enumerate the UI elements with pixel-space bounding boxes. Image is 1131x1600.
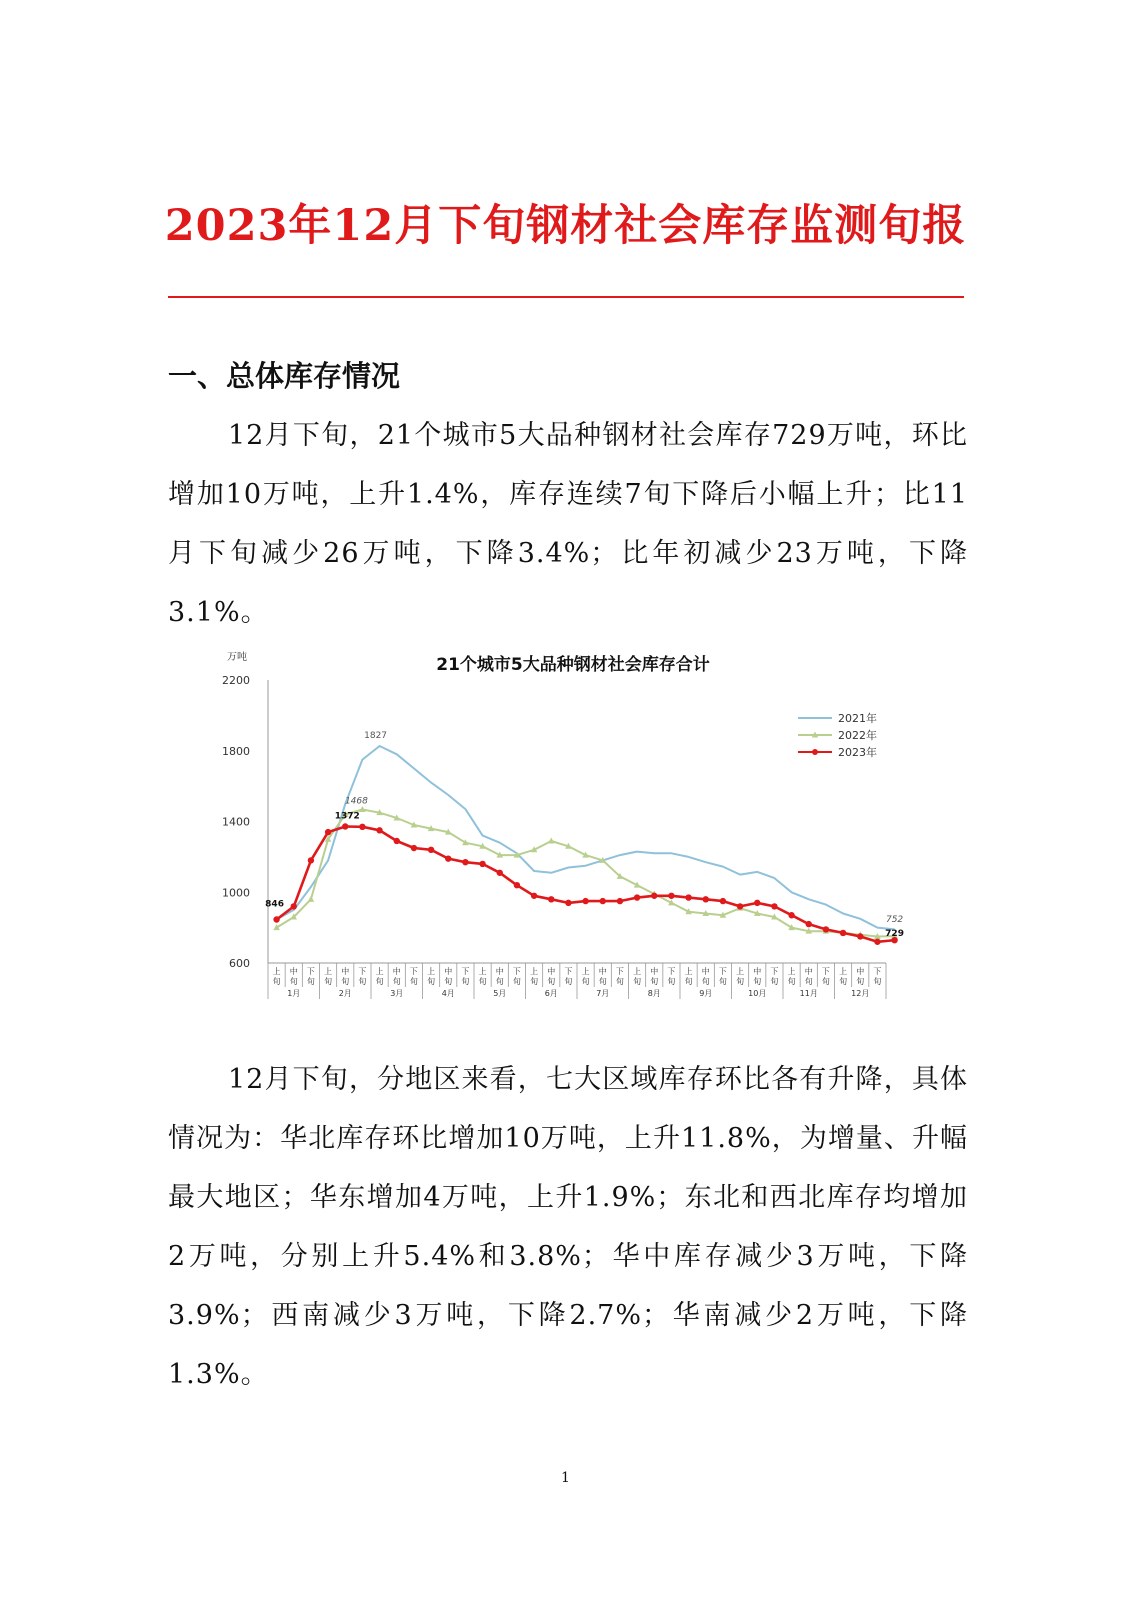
x-tick-label-bottom: 旬 xyxy=(804,977,813,986)
data-point xyxy=(771,903,777,909)
y-tick-label: 2200 xyxy=(222,674,250,687)
data-point xyxy=(291,903,297,909)
x-tick-label-top: 上 xyxy=(736,967,745,976)
x-tick-label-top: 中 xyxy=(856,967,865,976)
x-tick-label-bottom: 旬 xyxy=(375,977,384,986)
x-tick-label-top: 上 xyxy=(787,967,796,976)
y-axis-unit-label: 万吨 xyxy=(227,652,247,663)
x-tick-label-bottom: 旬 xyxy=(341,977,350,986)
legend-item xyxy=(798,711,877,725)
month-label: 8月 xyxy=(647,989,661,998)
x-tick-label-top: 上 xyxy=(633,967,642,976)
x-tick-label-bottom: 旬 xyxy=(530,977,539,986)
data-point xyxy=(582,898,588,904)
x-tick-label-bottom: 旬 xyxy=(409,977,418,986)
x-tick-label-top: 中 xyxy=(804,967,813,976)
annotation-label: 1827 xyxy=(364,730,388,741)
data-point xyxy=(428,847,434,853)
x-tick-label-top: 上 xyxy=(375,967,384,976)
x-tick-label-bottom: 旬 xyxy=(324,977,333,986)
month-label: 5月 xyxy=(493,989,507,998)
chart-legend xyxy=(798,711,877,759)
x-tick-label-top: 下 xyxy=(306,967,315,976)
x-tick-label-top: 上 xyxy=(478,967,487,976)
x-tick-label-top: 上 xyxy=(581,967,590,976)
data-point xyxy=(703,896,709,902)
data-point xyxy=(651,893,657,899)
x-tick-label-top: 下 xyxy=(873,967,882,976)
y-tick-label: 1400 xyxy=(222,815,250,829)
x-tick-label-top: 上 xyxy=(530,967,539,976)
x-tick-label-top: 上 xyxy=(839,967,848,976)
x-tick-label-top: 中 xyxy=(547,967,556,976)
month-label: 3月 xyxy=(390,989,404,998)
y-axis-ticks xyxy=(222,674,250,970)
data-point xyxy=(342,823,348,829)
x-tick-label-bottom: 旬 xyxy=(684,977,693,986)
x-tick-label-top: 中 xyxy=(392,967,401,976)
data-point xyxy=(445,855,451,861)
data-point xyxy=(531,893,537,899)
x-tick-label-top: 中 xyxy=(650,967,659,976)
annotation-label: 846 xyxy=(265,899,284,910)
legend-label: 2021年 xyxy=(838,712,877,725)
data-point xyxy=(685,894,691,900)
x-tick-label-bottom: 旬 xyxy=(718,977,727,986)
y-tick-label: 600 xyxy=(229,957,250,970)
x-tick-label-bottom: 旬 xyxy=(495,977,504,986)
x-tick-label-top: 中 xyxy=(341,967,350,976)
x-tick-label-top: 下 xyxy=(718,967,727,976)
x-tick-label-top: 下 xyxy=(821,967,830,976)
x-tick-label-top: 中 xyxy=(701,967,710,976)
data-point xyxy=(840,930,846,936)
month-label: 1月 xyxy=(287,989,301,998)
month-label: 7月 xyxy=(596,989,610,998)
x-tick-label-top: 下 xyxy=(461,967,470,976)
x-tick-label-top: 下 xyxy=(409,967,418,976)
x-tick-label-top: 下 xyxy=(615,967,624,976)
data-point xyxy=(754,900,760,906)
data-point xyxy=(462,859,468,865)
y-tick-label: 1000 xyxy=(222,886,250,900)
x-tick-label-bottom: 旬 xyxy=(598,977,607,986)
x-tick-label-top: 中 xyxy=(444,967,453,976)
data-point xyxy=(273,916,279,922)
data-point xyxy=(737,903,743,909)
legend-label: 2022年 xyxy=(838,729,877,742)
data-point xyxy=(394,838,400,844)
month-label: 2月 xyxy=(338,989,352,998)
x-tick-label-bottom: 旬 xyxy=(667,977,676,986)
data-point xyxy=(308,896,315,902)
data-point xyxy=(823,926,829,932)
annotation-label: 752 xyxy=(885,915,904,926)
annotation-label: 1372 xyxy=(334,811,360,822)
x-tick-label-top: 下 xyxy=(512,967,521,976)
annotation-label: 1468 xyxy=(344,796,368,807)
paragraph-overall-inventory: 12月下旬，21个城市5大品种钢材社会库存729万吨，环比增加10万吨，上升1.4%，库存连续7旬下降后小幅上升；比11月下旬减少26万吨，下降3.4%；比年初减少23万吨，下降3.1%。 xyxy=(168,420,968,628)
x-tick-label-bottom: 旬 xyxy=(736,977,745,986)
x-tick-label-bottom: 旬 xyxy=(650,977,659,986)
x-tick-label-top: 上 xyxy=(427,967,436,976)
data-point xyxy=(359,824,365,830)
x-tick-label-bottom: 旬 xyxy=(856,977,865,986)
x-tick-label-bottom: 旬 xyxy=(615,977,624,986)
document-title: 2023年12月下旬钢材社会库存监测旬报 xyxy=(164,201,967,251)
x-tick-label-top: 下 xyxy=(667,967,676,976)
x-tick-label-top: 中 xyxy=(289,967,298,976)
data-point xyxy=(411,845,417,851)
data-point xyxy=(548,896,554,902)
x-tick-label-top: 下 xyxy=(358,967,367,976)
data-point xyxy=(325,829,331,835)
x-tick-label-bottom: 旬 xyxy=(272,977,281,986)
x-tick-label-bottom: 旬 xyxy=(461,977,470,986)
month-label: 9月 xyxy=(699,989,713,998)
x-tick-label-bottom: 旬 xyxy=(633,977,642,986)
data-point xyxy=(617,898,623,904)
data-point xyxy=(857,933,863,939)
month-label: 11月 xyxy=(799,989,818,998)
data-point xyxy=(514,882,520,888)
x-tick-label-top: 中 xyxy=(598,967,607,976)
x-axis xyxy=(268,963,886,999)
x-tick-label-top: 中 xyxy=(753,967,762,976)
page-number: 1 xyxy=(561,1470,570,1486)
x-tick-label-bottom: 旬 xyxy=(787,977,796,986)
x-tick-label-bottom: 旬 xyxy=(392,977,401,986)
legend-marker xyxy=(812,749,818,755)
series-line xyxy=(277,827,895,942)
legend-label: 2023年 xyxy=(838,746,877,759)
x-tick-label-bottom: 旬 xyxy=(770,977,779,986)
title-divider xyxy=(168,296,964,298)
x-tick-label-bottom: 旬 xyxy=(581,977,590,986)
data-point xyxy=(548,837,555,843)
month-label: 4月 xyxy=(441,989,455,998)
y-tick-label: 1800 xyxy=(222,744,250,758)
data-point xyxy=(376,827,382,833)
x-tick-label-bottom: 旬 xyxy=(701,977,710,986)
data-point xyxy=(308,857,314,863)
x-tick-label-top: 下 xyxy=(770,967,779,976)
x-tick-label-bottom: 旬 xyxy=(753,977,762,986)
x-tick-label-top: 上 xyxy=(684,967,693,976)
month-label: 6月 xyxy=(544,989,558,998)
x-tick-label-bottom: 旬 xyxy=(289,977,298,986)
data-point xyxy=(479,861,485,867)
series-2022年 xyxy=(273,806,898,939)
x-tick-label-bottom: 旬 xyxy=(444,977,453,986)
x-tick-label-top: 上 xyxy=(324,967,333,976)
x-tick-label-bottom: 旬 xyxy=(564,977,573,986)
x-tick-label-top: 下 xyxy=(564,967,573,976)
data-point xyxy=(874,939,880,945)
x-tick-label-top: 上 xyxy=(272,967,281,976)
x-tick-label-bottom: 旬 xyxy=(427,977,436,986)
data-point xyxy=(806,921,812,927)
x-tick-label-bottom: 旬 xyxy=(873,977,882,986)
month-label: 12月 xyxy=(851,989,870,998)
x-tick-label-bottom: 旬 xyxy=(839,977,848,986)
x-tick-label-bottom: 旬 xyxy=(306,977,315,986)
x-tick-label-bottom: 旬 xyxy=(821,977,830,986)
section-heading: 一、总体库存情况 xyxy=(168,359,401,393)
inventory-line-chart xyxy=(218,652,904,1000)
data-point xyxy=(600,898,606,904)
legend-item xyxy=(798,728,877,742)
chart-title: 21个城市5大品种钢材社会库存合计 xyxy=(436,655,710,675)
x-tick-label-bottom: 旬 xyxy=(547,977,556,986)
data-point xyxy=(788,912,794,918)
data-point xyxy=(565,900,571,906)
data-point xyxy=(634,894,640,900)
annotation-label: 729 xyxy=(885,929,904,940)
x-tick-label-bottom: 旬 xyxy=(358,977,367,986)
x-tick-label-bottom: 旬 xyxy=(512,977,521,986)
series-2023年 xyxy=(273,823,897,945)
paragraph-regional-inventory: 12月下旬，分地区来看，七大区域库存环比各有升降，具体情况为：华北库存环比增加10万吨，上升11.8%，为增量、升幅最大地区；华东增加4万吨，上升1.9%；东北和西北库存均增加2万吨，分别上升5.4%和3.8%；华中库存减少3万吨，下降3.9%；西南减少3万吨，下降2.7%；华南减少2万吨，下降1.3%。 xyxy=(168,1064,968,1390)
legend-item xyxy=(798,745,877,759)
data-point xyxy=(497,870,503,876)
data-point xyxy=(720,898,726,904)
month-label: 10月 xyxy=(748,989,767,998)
x-tick-label-top: 中 xyxy=(495,967,504,976)
data-point xyxy=(668,893,674,899)
series-lines xyxy=(273,746,898,945)
x-tick-label-bottom: 旬 xyxy=(478,977,487,986)
